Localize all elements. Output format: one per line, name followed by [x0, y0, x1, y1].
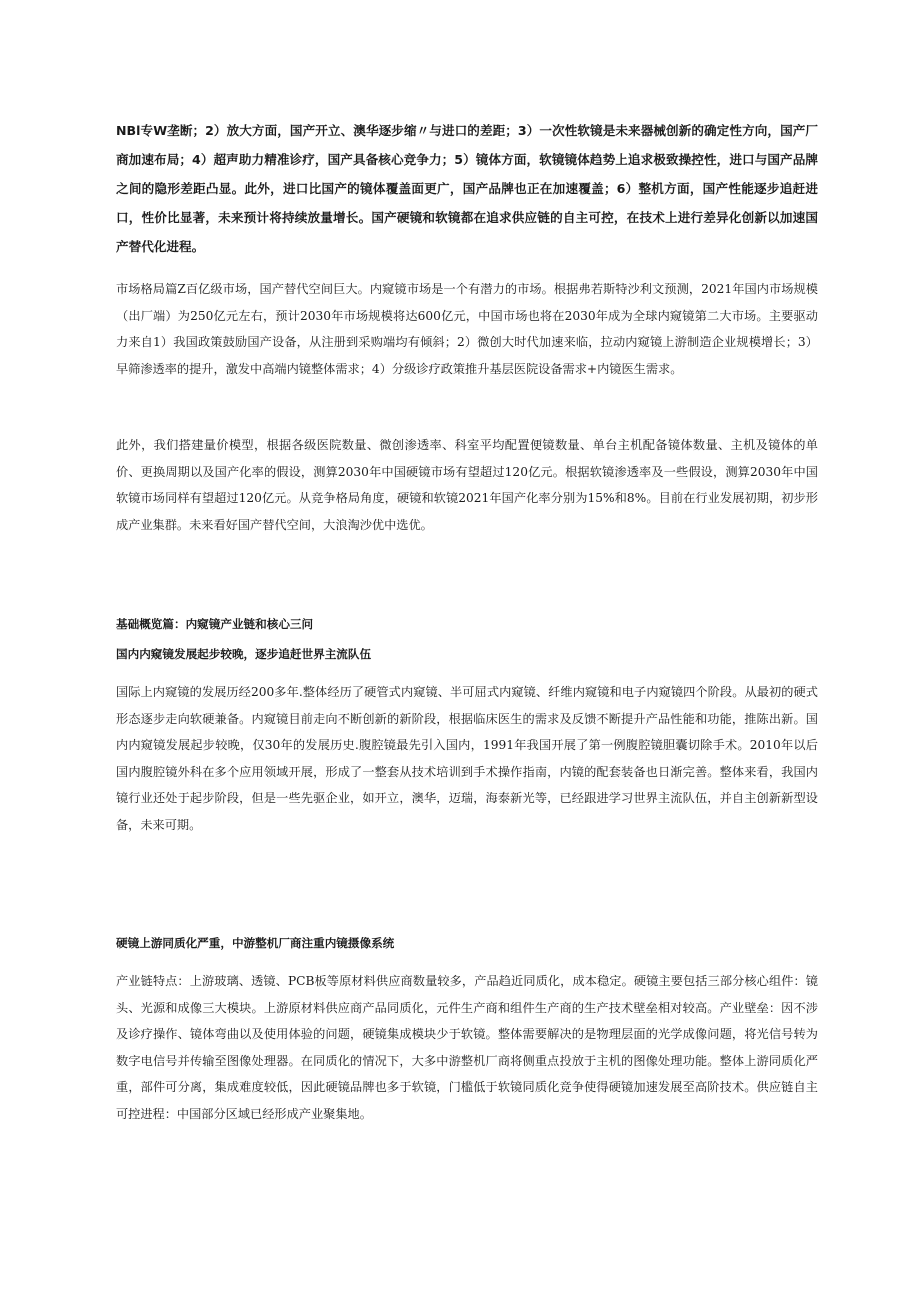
market-paragraph: 市场格局篇Z百亿级市场，国产替代空间巨大。内窥镜市场是一个有潜力的市场。根据弗若斯特沙利文预测，2021年国内市场规模（出厂端）为250亿元左右，预计2030年市场规模将达600亿元，中国市场也将在2030年成为全球内窥镜第二大市场。主要驱动力来自1）我国政策鼓励国产设备，从注册到采购端均有倾斜；2）微创大时代加速来临，拉动内窥镜上游制造企业规模增长；3）早筛渗透率的提升，激发中高端内镜整体需求；4）分级诊疗政策推升基层医院设备需求+内镜医生需求。 — [116, 282, 818, 376]
model-paragraph: 此外，我们搭建量价模型，根据各级医院数量、微创渗透率、科室平均配置便镜数量、单台主机配备镜体数量、主机及镜体的单价、更换周期以及国产化率的假设，测算2030年中国硬镜市场有望超过120亿元。根据软镜渗透率及一些假设，测算2030年中国软镜市场同样有望超过120亿元。从竞争格局角度，硬镜和软镜2021年国产化率分别为15%和8%。目前在行业发展初期，初步形成产业集群。未来看好国产替代空间，大浪淘沙优中选优。 — [116, 438, 818, 532]
subsection-heading-hard-scope: 硬镜上游同质化严重，中游整机厂商注重内镜摄像系统 — [116, 936, 395, 950]
industry-chain-paragraph: 产业链特点：上游玻璃、透镜、PCB板等原材料供应商数量较多，产品趋近同质化，成本稳定。硬镜主要包括三部分核心组件：镜头、光源和成像三大模块。上游原材料供应商产品同质化，元件生产商和组件生产商的生产技术壁垒相对较高。产业壁垒：因不涉及诊疗操作、镜体弯曲以及使用体验的问题，硬镜集成模块少于软镜。整体需要解决的是物理层面的光学成像问题，将光信号转为数字电信号并传输至图像处理器。在同质化的情况下，大多中游整机厂商将侧重点投放于主机的图像处理功能。整体上游同质化严重，部件可分离，集成难度较低，因此硬镜品牌也多于软镜，门槛低于软镜同质化竞争使得硬镜加速发展至高阶技术。供应链自主可控进程：中国部分区域已经形成产业聚集地。 — [116, 974, 818, 1121]
summary-paragraph: NBl专W垄断；2）放大方面，国产开立、澳华逐步缩〃与进口的差距；3）一次性软镜是未来器械创新的确定性方向，国产厂商加速布局；4）超声助力精准诊疗，国产具备核心竞争力；5）镜体方面，软镜镜体趋势上追求极致操控性，进口与国产品牌之间的隐形差距凸显。此外，进口比国产的镜体覆盖面更广，国产品牌也正在加速覆盖；6）整机方面，国产性能逐步追赶进口，性价比显著，未来预计将持续放量增长。国产硬镜和软镜都在追求供应链的自主可控，在技术上进行差异化创新以加速国产替代化进程。 — [116, 123, 818, 254]
section-heading-basics: 基础概览篇：内窥镜产业链和核心三问 — [116, 617, 314, 631]
subsection-heading-domestic: 国内内窥镜发展起步较晚，逐步追赶世界主流队伍 — [116, 647, 372, 661]
history-paragraph: 国际上内窥镜的发展历经200多年.整体经历了硬管式内窥镜、半可屈式内窥镜、纤维内窥镜和电子内窥镜四个阶段。从最初的硬式形态逐步走向软硬兼备。内窥镜目前走向不断创新的新阶段，根据临床医生的需求及反馈不断提升产品性能和功能，推陈出新。国内内窥镜发展起步较晚，仅30年的发展历史.腹腔镜最先引入国内，1991年我国开展了第一例腹腔镜胆囊切除手术。2010年以后国内腹腔镜外科在多个应用领域开展，形成了一整套从技术培训到手术操作指南，内镜的配套装备也日渐完善。整体来看，我国内镜行业还处于起步阶段，但是一些先驱企业，如开立，澳华，迈瑞，海泰新光等，已经跟进学习世界主流队伍，并自主创新新型设备，未来可期。 — [116, 685, 818, 832]
